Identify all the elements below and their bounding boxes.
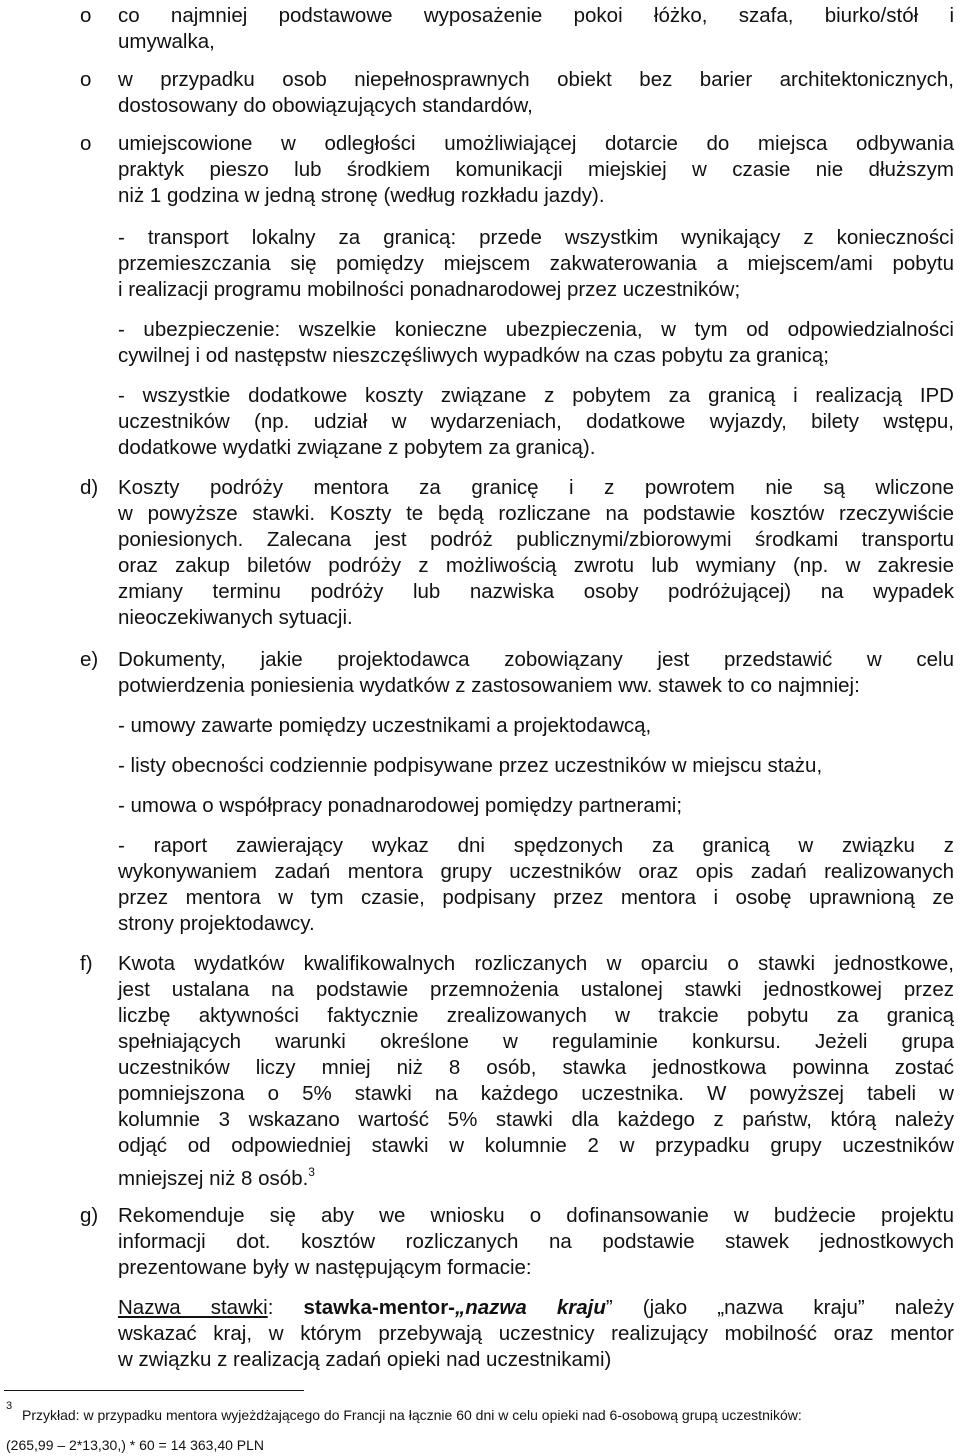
bullet-line: umywalka, — [118, 30, 215, 53]
bullet-marker: o — [80, 132, 92, 155]
section-marker: d) — [80, 476, 99, 499]
bullet-line: dostosowany do obowiązujących standardów, — [118, 94, 533, 117]
section-f-line: liczbę aktywności faktycznie zrealizowanych w trakcie pobytu za granicą — [118, 1004, 954, 1027]
rate-name-colon: : — [267, 1296, 274, 1319]
section-f-line: Kwota wydatków kwalifikowalnych rozliczanych w oparciu o stawki jednostkowe, — [118, 952, 954, 975]
rate-name-label: Nazwa stawki — [118, 1296, 268, 1319]
dash-item-line: - wszystkie dodatkowe koszty związane z pobytem za granicą i realizacją IPD — [118, 384, 954, 407]
section-e-line: potwierdzenia poniesienia wydatków z zastosowaniem ww. stawek to co najmniej: — [118, 674, 860, 697]
dash-item-line: uczestników (np. udział w wydarzeniach, dodatkowe wyjazdy, bilety wstępu, — [118, 410, 954, 433]
rate-name-line: wskazać kraj, w którym przebywają uczestnicy realizujący mobilność oraz mentor — [118, 1322, 954, 1345]
dash-item-line: przemieszczania się pomiędzy miejscem zakwaterowania a miejscem/ami pobytu — [118, 252, 954, 275]
section-e-item: strony projektodawcy. — [118, 912, 315, 935]
bullet-line: w przypadku osob niepełnosprawnych obiekt bez barier architektonicznych, — [118, 68, 954, 91]
rate-name-bold: stawka-mentor- — [303, 1296, 455, 1319]
section-f-line: jest ustalana na podstawie przemnożenia ustalonej stawki jednostkowej przez — [118, 978, 954, 1001]
section-marker: f) — [80, 952, 93, 975]
bullet-line: praktyk pieszo lub środkiem komunikacji miejskiej w czasie nie dłuższym — [118, 158, 954, 181]
section-marker: g) — [80, 1204, 99, 1227]
section-d-line: nieoczekiwanych sytuacji. — [118, 606, 353, 629]
footnote-text: Przykład: w przypadku mentora wyjeżdżającego do Francji na łącznie 60 dni w celu opieki nad 6-osobową grupą uczestników: — [22, 1407, 802, 1423]
section-g-line: prezentowane były w następującym formacie: — [118, 1256, 532, 1279]
dash-item-line: dodatkowe wydatki związane z pobytem za granicą). — [118, 436, 596, 459]
section-d-line: oraz zakup biletów podróży z możliwością zwrotu lub wymiany (np. w zakresie — [118, 554, 954, 577]
section-f-line: odjąć od odpowiedniej stawki w kolumnie 2 w przypadku grupy uczestników — [118, 1134, 954, 1157]
footnote-separator — [4, 1390, 304, 1391]
section-e-item: - umowa o współpracy ponadnarodowej pomiędzy partnerami; — [118, 794, 683, 817]
section-e-item: - raport zawierający wykaz dni spędzonych za granicą w związku z — [118, 834, 954, 857]
bullet-line: niż 1 godzina w jedną stronę (według rozkładu jazdy). — [118, 184, 605, 207]
section-d-line: Koszty podróży mentora za granicę i z powrotem nie są wliczone — [118, 476, 954, 499]
rate-name-line — [118, 1296, 954, 1320]
section-d-line: w powyższe stawki. Koszty te będą rozliczane na podstawie kosztów rzeczywiście — [118, 502, 954, 525]
footnote-formula: (265,99 – 2*13,30,) * 60 = 14 363,40 PLN — [6, 1437, 265, 1453]
section-d-line: zmiany terminu podróży lub nazwiska osoby podróżującej) na wypadek — [118, 580, 954, 603]
dash-item-line: - transport lokalny za granicą: przede wszystkim wynikający z konieczności — [118, 226, 954, 249]
dash-item-line: - ubezpieczenie: wszelkie konieczne ubezpieczenia, w tym od odpowiedzialności — [118, 318, 954, 341]
section-f-line — [118, 1160, 315, 1191]
section-f-line: kolumnie 3 wskazano wartość 5% stawki dla każdego z państw, którą należy — [118, 1108, 954, 1131]
rate-name-country: „nazwa kraju — [455, 1296, 606, 1319]
section-d-line: poniesionych. Zalecana jest podróż publicznymi/zbiorowymi środkami transportu — [118, 528, 954, 551]
section-f-line: uczestników liczy mniej niż 8 osób, stawka jednostkowa powinna zostać — [118, 1056, 954, 1079]
section-e-item: wykonywaniem zadań mentora grupy uczestników oraz opis zadań realizowanych — [118, 860, 954, 883]
dash-item-line: i realizacji programu mobilności ponadnarodowej przez uczestników; — [118, 278, 741, 301]
section-g-line: informacji dot. kosztów rozliczanych na podstawie stawek jednostkowych — [118, 1230, 954, 1253]
bullet-line: umiejscowione w odległości umożliwiającej dotarcie do miejsca odbywania — [118, 132, 954, 155]
footnote-number: 3 — [6, 1400, 13, 1412]
footnote-reference[interactable]: 3 — [308, 1165, 315, 1179]
dash-item-line: cywilnej i od następstw nieszczęśliwych wypadków na czas pobytu za granicą; — [118, 344, 830, 367]
section-g-line: Rekomenduje się aby we wniosku o dofinansowanie w budżecie projektu — [118, 1204, 954, 1227]
rate-name-line: w związku z realizacją zadań opieki nad uczestnikami) — [118, 1348, 612, 1371]
rate-name-rest: ” (jako „nazwa kraju” należy — [605, 1296, 954, 1319]
section-e-item: - umowy zawarte pomiędzy uczestnikami a projektodawcą, — [118, 714, 652, 737]
section-f-last-text: mniejszej niż 8 osób. — [118, 1167, 309, 1190]
section-e-line: Dokumenty, jakie projektodawca zobowiązany jest przedstawić w celu — [118, 648, 954, 671]
bullet-marker: o — [80, 4, 92, 27]
bullet-line: co najmniej podstawowe wyposażenie pokoi łóżko, szafa, biurko/stół i — [118, 4, 954, 27]
section-e-item: przez mentora w tym czasie, podpisany przez mentora i osobę uprawnioną ze — [118, 886, 954, 909]
section-e-item: - listy obecności codziennie podpisywane przez uczestników w miejscu stażu, — [118, 754, 823, 777]
section-marker: e) — [80, 648, 99, 671]
section-f-line: spełniających warunki określone w regulaminie konkursu. Jeżeli grupa — [118, 1030, 954, 1053]
bullet-marker: o — [80, 68, 92, 91]
section-f-line: pomniejszona o 5% stawki na każdego uczestnika. W powyższej tabeli w — [118, 1082, 954, 1105]
